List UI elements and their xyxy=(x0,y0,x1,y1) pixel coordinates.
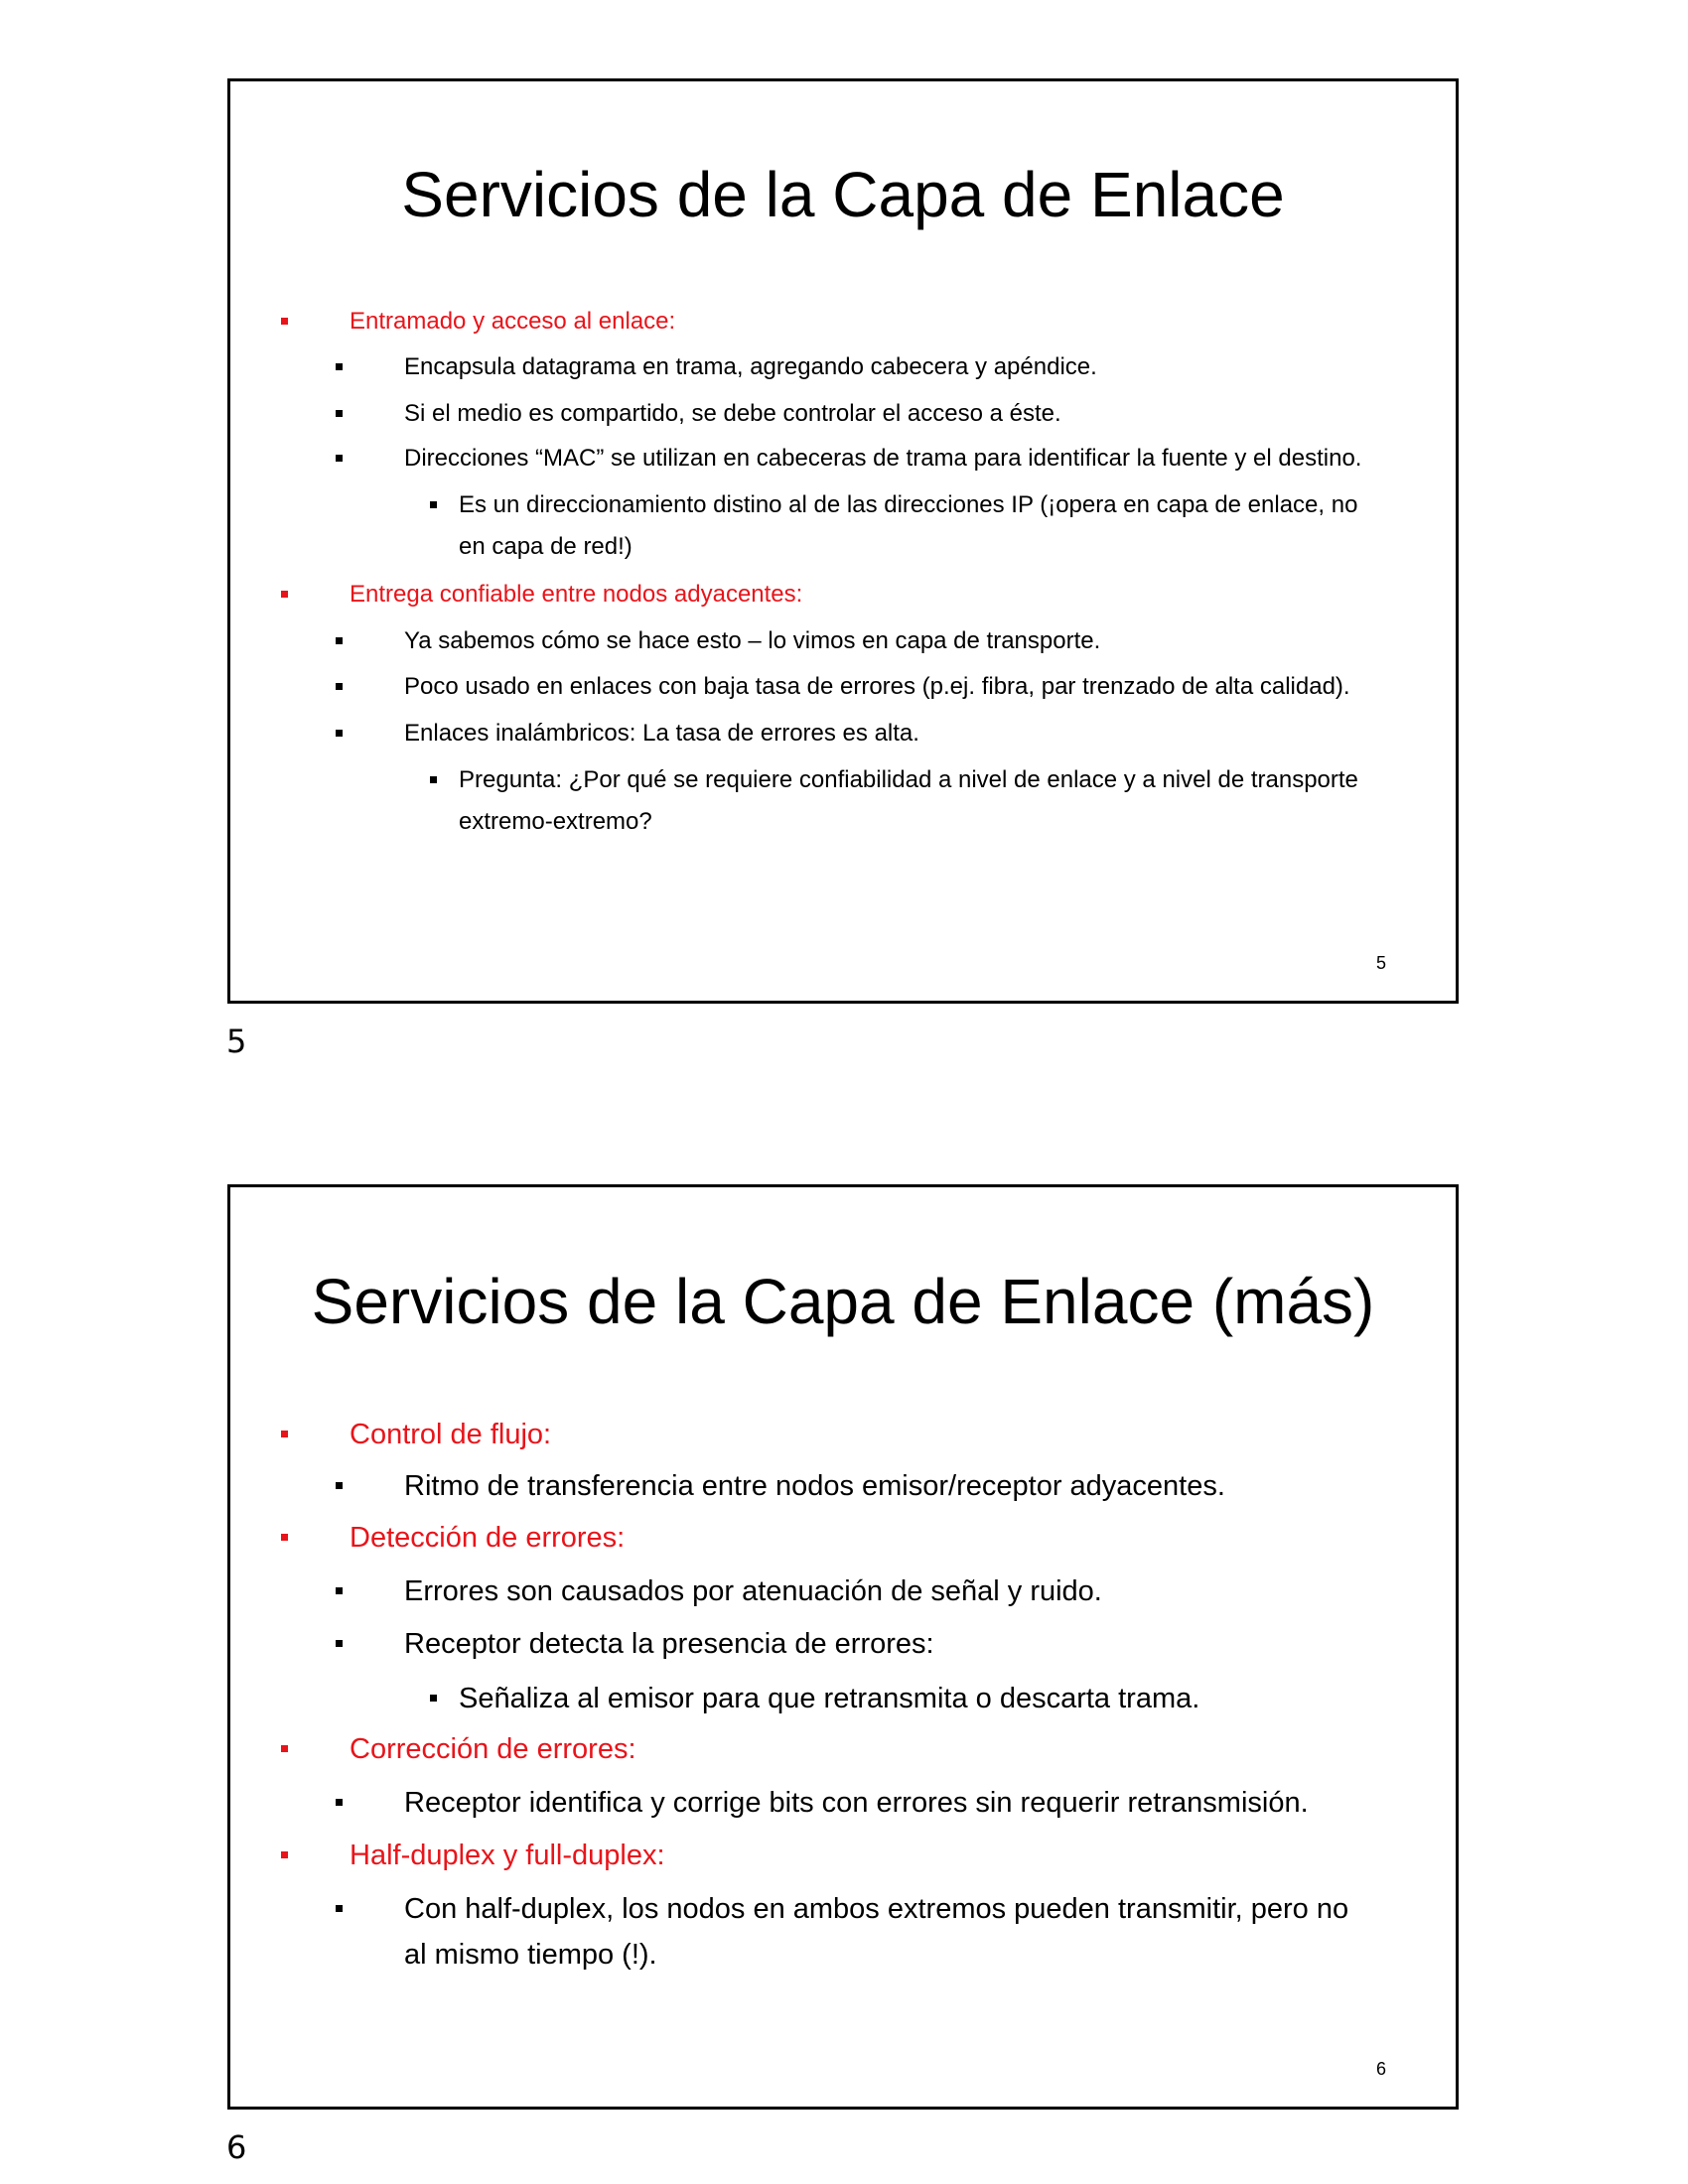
square-bullet-icon xyxy=(336,410,343,417)
square-bullet-icon xyxy=(336,1799,343,1806)
square-bullet-icon xyxy=(336,1640,343,1647)
bullet-item: Con half-duplex, los nodos en ambos extremos pueden transmitir, pero no al mismo tiempo (!). xyxy=(404,1886,1376,1978)
square-bullet-icon xyxy=(336,1905,343,1912)
square-bullet-icon xyxy=(281,318,288,325)
slide-title: Servicios de la Capa de Enlace (más) xyxy=(311,1266,1375,1337)
page-number: 5 xyxy=(226,1023,247,1060)
square-bullet-icon xyxy=(281,1534,288,1541)
bullet-subitem: Pregunta: ¿Por qué se requiere confiabilidad a nivel de enlace y a nivel de transporte extremo-extremo? xyxy=(459,759,1376,843)
slide-5 xyxy=(227,78,1459,1004)
slide-number: 6 xyxy=(1375,2059,1386,2079)
square-bullet-icon xyxy=(430,501,437,508)
square-bullet-icon xyxy=(336,455,343,462)
bullet-heading: Entramado y acceso al enlace: xyxy=(350,301,1376,342)
bullet-subitem: Señaliza al emisor para que retransmita o descarta trama. xyxy=(459,1676,1376,1721)
bullet-item: Errores son causados por atenuación de señal y ruido. xyxy=(404,1569,1376,1614)
square-bullet-icon xyxy=(430,1695,437,1702)
square-bullet-icon xyxy=(281,1745,288,1752)
bullet-item: Ritmo de transferencia entre nodos emisor/receptor adyacentes. xyxy=(404,1463,1376,1509)
square-bullet-icon xyxy=(336,637,343,644)
bullet-item: Direcciones “MAC” se utilizan en cabeceras de trama para identificar la fuente y el destino. xyxy=(404,438,1376,479)
bullet-item: Encapsula datagrama en trama, agregando cabecera y apéndice. xyxy=(404,346,1376,388)
square-bullet-icon xyxy=(281,1851,288,1858)
bullet-list xyxy=(230,81,1456,1001)
square-bullet-icon xyxy=(430,776,437,783)
square-bullet-icon xyxy=(336,683,343,690)
bullet-item: Ya sabemos cómo se hace esto – lo vimos en capa de transporte. xyxy=(404,620,1376,662)
bullet-list xyxy=(230,1187,1456,2107)
bullet-item: Receptor detecta la presencia de errores: xyxy=(404,1621,1376,1667)
square-bullet-icon xyxy=(336,730,343,737)
bullet-heading: Corrección de errores: xyxy=(350,1726,1376,1772)
page-number: 6 xyxy=(226,2128,247,2166)
square-bullet-icon xyxy=(336,1482,343,1489)
bullet-heading: Detección de errores: xyxy=(350,1515,1376,1561)
square-bullet-icon xyxy=(336,363,343,370)
square-bullet-icon xyxy=(281,1431,288,1437)
bullet-item: Si el medio es compartido, se debe controlar el acceso a éste. xyxy=(404,393,1376,435)
bullet-item: Poco usado en enlaces con baja tasa de errores (p.ej. fibra, par trenzado de alta calidad). xyxy=(404,666,1376,708)
bullet-item: Receptor identifica y corrige bits con errores sin requerir retransmisión. xyxy=(404,1780,1376,1826)
slide-number: 5 xyxy=(1375,953,1386,973)
square-bullet-icon xyxy=(281,591,288,598)
square-bullet-icon xyxy=(336,1587,343,1594)
bullet-heading: Half-duplex y full-duplex: xyxy=(350,1833,1376,1878)
slide-title: Servicios de la Capa de Enlace xyxy=(401,159,1285,230)
slide-6 xyxy=(227,1184,1459,2110)
bullet-heading: Control de flujo: xyxy=(350,1412,1376,1457)
bullet-subitem: Es un direccionamiento distino al de las direcciones IP (¡opera en capa de enlace, no en capa de red!) xyxy=(459,484,1376,568)
bullet-item: Enlaces inalámbricos: La tasa de errores es alta. xyxy=(404,713,1376,754)
bullet-heading: Entrega confiable entre nodos adyacentes: xyxy=(350,574,1376,615)
